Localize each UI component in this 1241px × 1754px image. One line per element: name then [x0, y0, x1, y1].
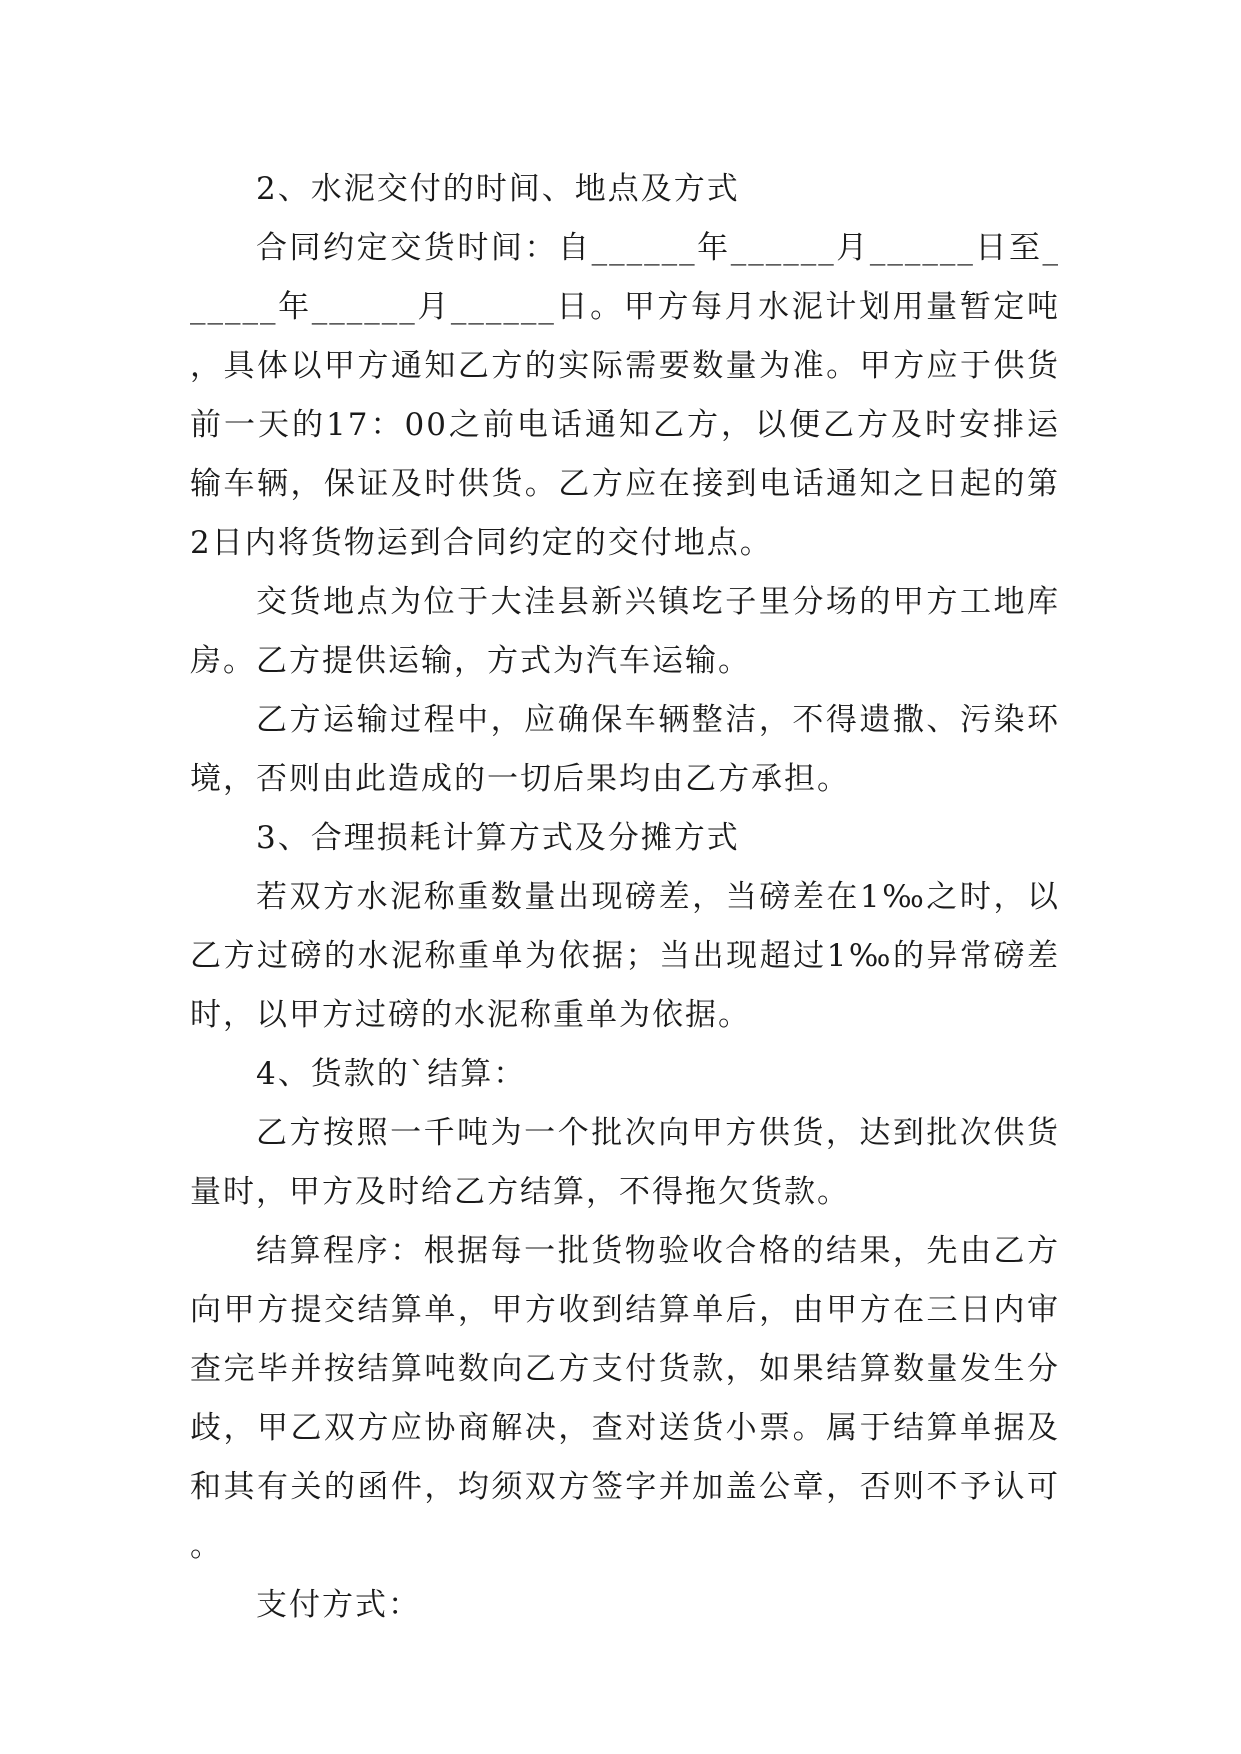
paragraph-delivery-location: 交货地点为位于大洼县新兴镇圪子里分场的甲方工地库房。乙方提供运输，方式为汽车运输。 [190, 584, 1060, 679]
paragraph-settlement-procedure: 结算程序：根据每一批货物验收合格的结果，先由乙方向甲方提交结算单，甲方收到结算单后，由甲方在三日内审查完毕并按结算吨数向乙方支付货款，如果结算数量发生分歧，甲乙双方应协商解决，查对送货小票。属于结算单据及和其有关的函件，均须双方签字并加盖公章，否则不予认可。 [190, 1233, 1060, 1564]
paragraph-transport-requirements: 乙方运输过程中，应确保车辆整洁，不得遗撒、污染环境，否则由此造成的一切后果均由乙方承担。 [190, 702, 1060, 797]
section-heading-loss: 3、合理损耗计算方式及分摊方式 [256, 820, 740, 856]
paragraph-batch-supply: 乙方按照一千吨为一个批次向甲方供货，达到批次供货量时，甲方及时给乙方结算，不得拖欠货款。 [190, 1115, 1060, 1210]
paragraph-delivery-time: 合同约定交货时间：自______年______月______日至______年______月______日。甲方每月水泥计划用量暂定吨，具体以甲方通知乙方的实际需要数量为准。甲方应于供货前一天的17：00之前电话通知乙方，以便乙方及时安排运输车辆，保证及时供货。乙方应在接到电话通知之日起的第2日内将货物运到合同约定的交付地点。 [190, 230, 1060, 561]
paragraph-weighing-difference: 若双方水泥称重数量出现磅差，当磅差在1‰之时，以乙方过磅的水泥称重单为依据；当出现超过1‰的异常磅差时，以甲方过磅的水泥称重单为依据。 [190, 879, 1060, 1033]
document-body [190, 160, 1060, 1635]
section-heading-delivery: 2、水泥交付的时间、地点及方式 [256, 171, 740, 207]
section-heading-settlement: 4、货款的`结算： [256, 1056, 527, 1092]
paragraph-payment-method: 支付方式： [256, 1587, 421, 1623]
